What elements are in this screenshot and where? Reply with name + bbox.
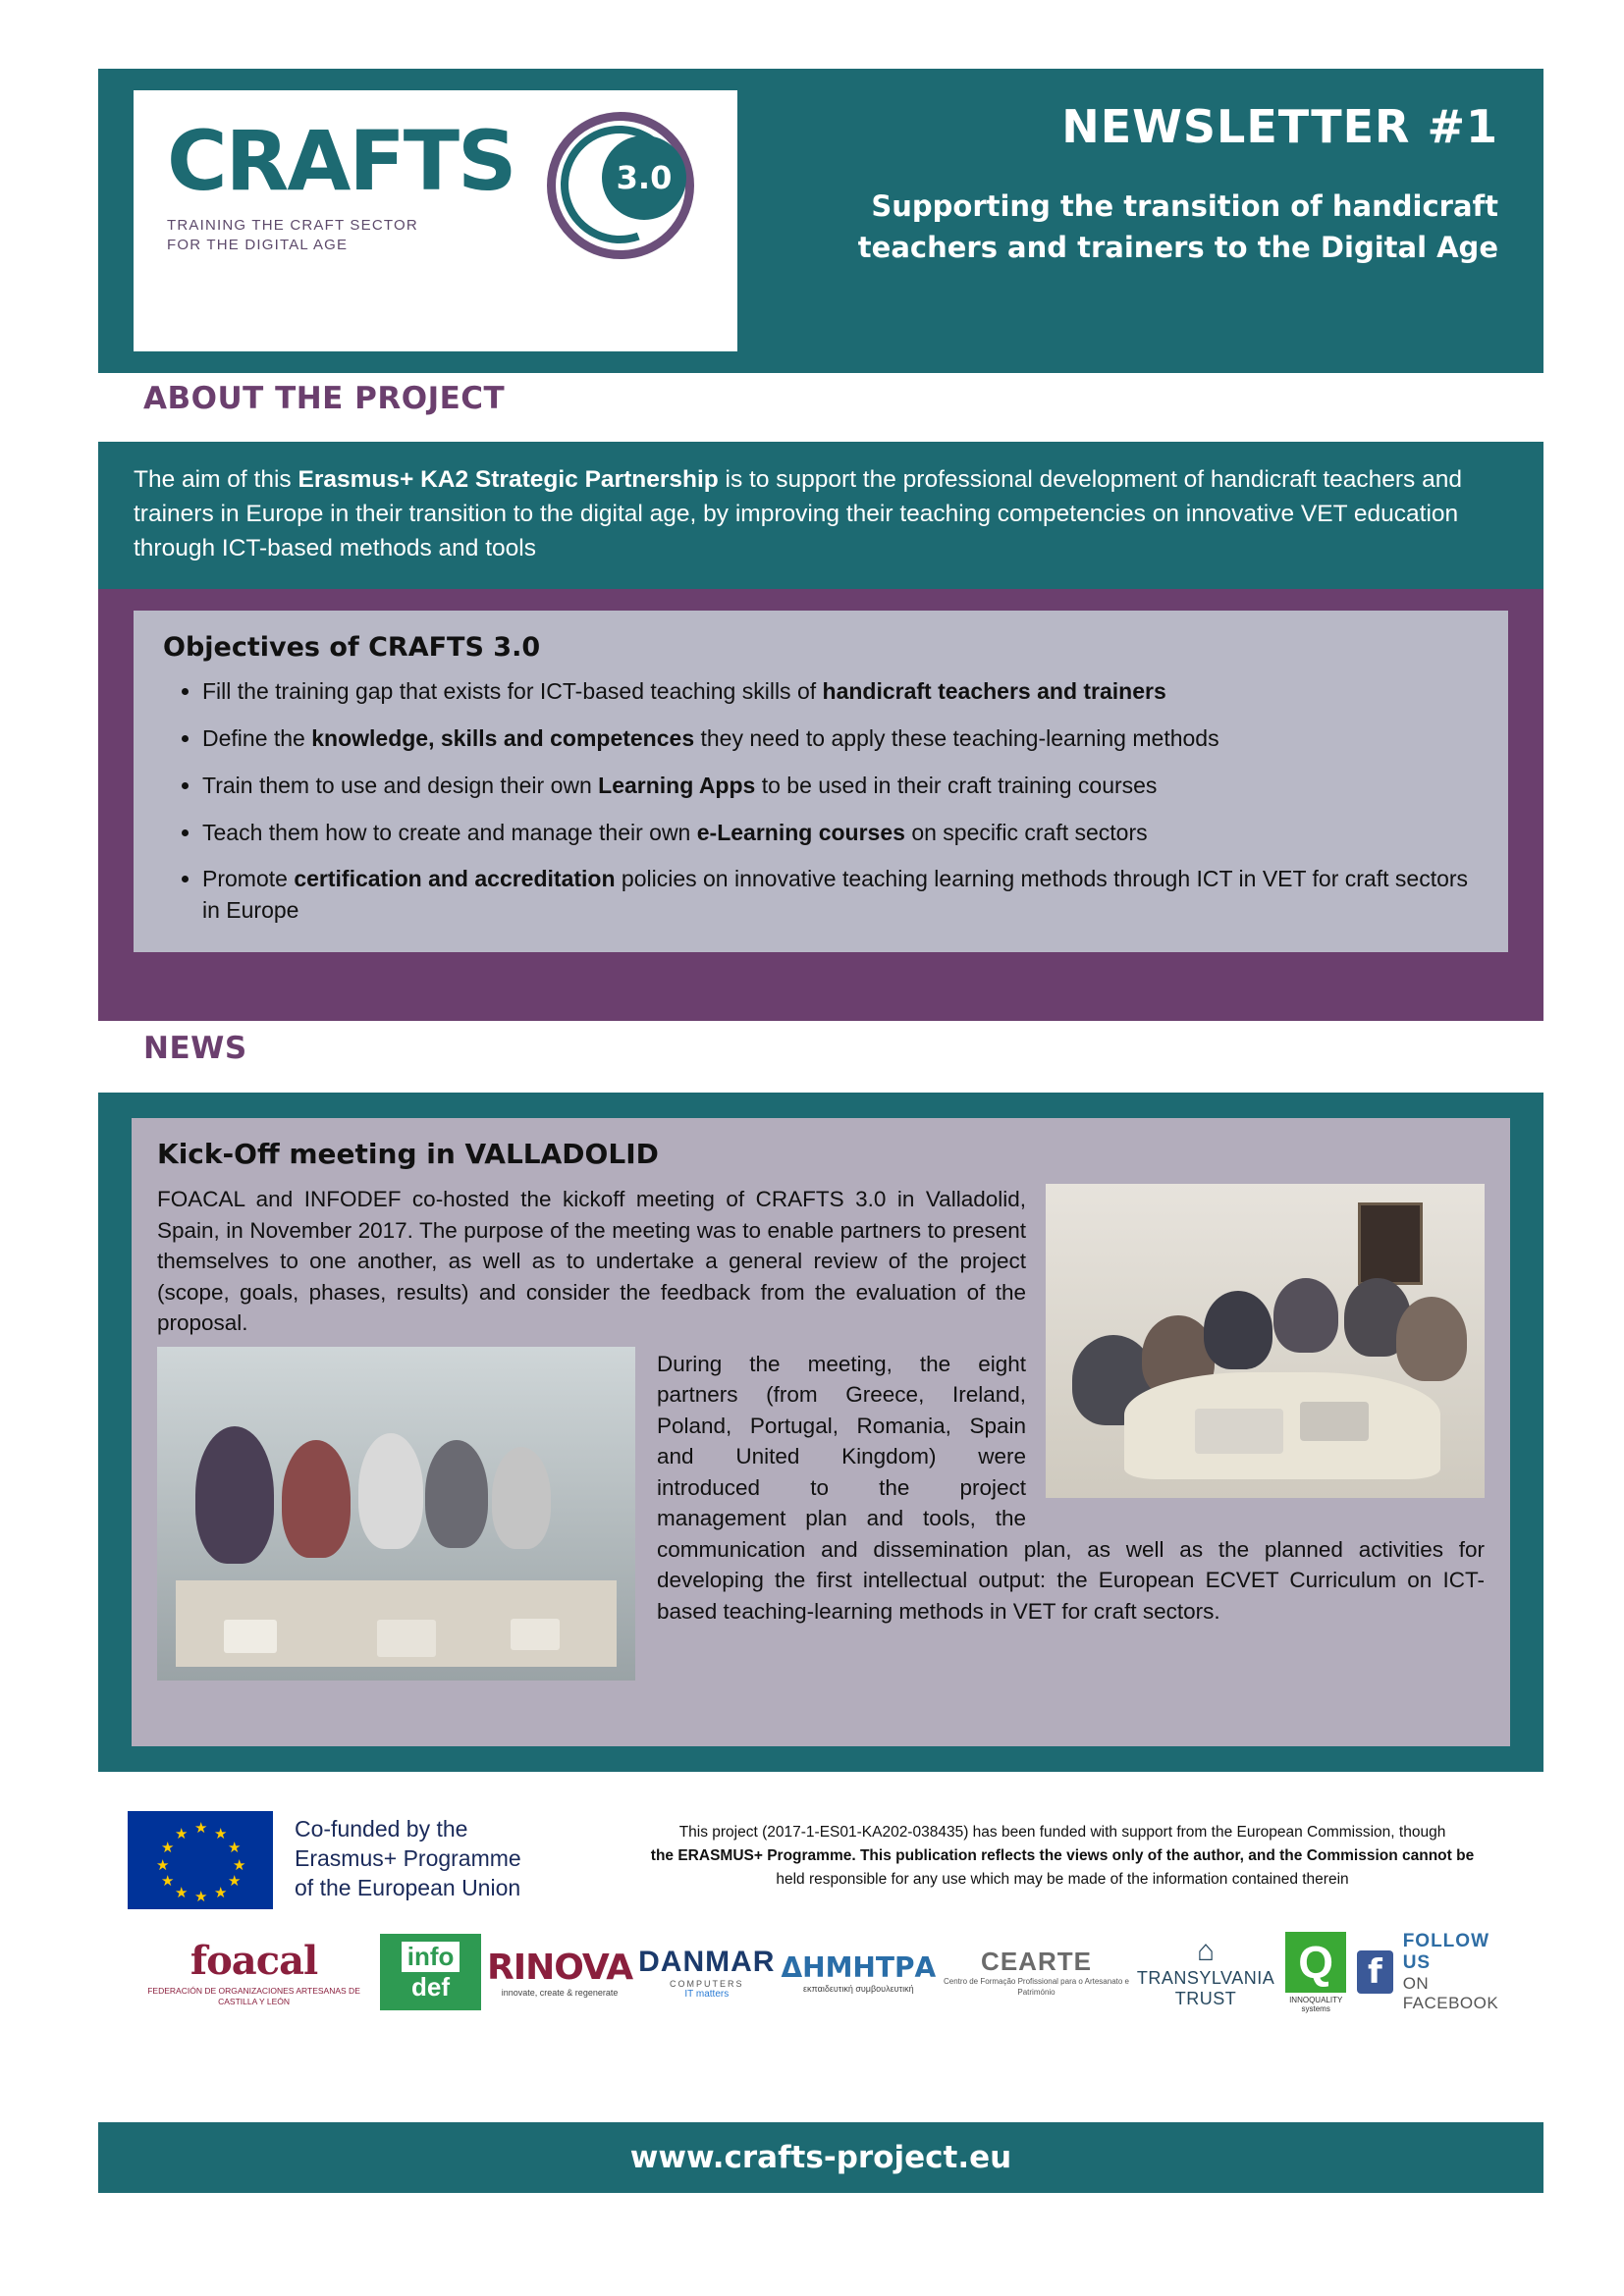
objectives-list [163,676,1479,926]
logo-tagline-line2: FOR THE DIGITAL AGE [167,237,349,254]
about-intro-paragraph [98,442,1543,589]
news-title: Kick-Off meeting in VALLADOLID [157,1138,659,1170]
about-intro-part2: is to support the professional development of handicraft teachers and trainers in Europe in their transition to the digital age, by improving their teaching competencies on innovative VET education through ICT-based methods and tools [134,466,1462,561]
objective-pre: Train them to use and design their own [202,772,599,798]
list-item [202,771,1479,802]
dimitra-wordmark: ΔΗΜΗΤΡΑ [781,1950,937,1984]
disclaimer-text [611,1811,1514,1892]
eu-funding-line1: Co-funded by the [295,1816,468,1842]
list-item [202,818,1479,849]
objective-bold: e-Learning courses [696,819,905,845]
facebook-follow-block[interactable] [1357,1931,1508,2013]
objective-post: to be used in their craft training courses [755,772,1158,798]
partner-logo-infodef [380,1934,481,2010]
meeting-room-photo [1046,1184,1485,1498]
logo-tagline-line1: TRAINING THE CRAFT SECTOR [167,217,418,234]
infodef-part-a: info [402,1942,460,1972]
foacal-subtitle: FEDERACIÓN DE ORGANIZACIONES ARTESANAS DE CASTILLA Y LEÓN [147,1985,360,2006]
eu-funding-row [98,1801,1543,1909]
objectives-title: Objectives of CRAFTS 3.0 [163,632,541,664]
objective-bold: certification and accreditation [294,866,616,892]
cearte-wordmark: CEARTE [981,1947,1092,1977]
transylvania-building-icon: ⌂ [1196,1935,1216,1967]
foacal-wordmark: foacal [189,1937,318,1984]
list-item [202,864,1479,926]
news-section [98,1093,1543,1772]
eu-flag-icon: ★ ★ ★ ★ ★ ★ ★ ★ ★ ★ ★ ★ [128,1811,273,1909]
objective-pre: Define the [202,725,312,752]
news-heading-text: NEWS [143,1031,247,1066]
objective-pre: Promote [202,866,295,892]
facebook-line1: FOLLOW US [1402,1931,1489,1973]
danmar-subtitle: COMPUTERS [670,1978,744,1989]
objective-bold: handicraft teachers and trainers [822,678,1166,705]
disclaimer-line3: held responsible for any use which may be made of the information contained therein [776,1871,1349,1889]
facebook-line2: ON FACEBOOK [1402,1974,1499,2012]
footer [98,1801,1543,2013]
logo-wordmark: CRAFTS [167,113,515,209]
about-section-heading [98,381,1543,416]
eu-funding-text [295,1811,589,1903]
header-banner [98,69,1543,373]
objective-post: on specific craft sectors [904,819,1148,845]
rinova-wordmark: RINOVA [486,1947,633,1988]
disclaimer-line2: the ERASMUS+ Programme. This publication reflects the views only of the author, and the Commission cannot be [650,1847,1475,1865]
danmar-wordmark: DANMAR [638,1945,776,1978]
objective-bold: knowledge, skills and competences [311,725,695,752]
about-the-project-section [98,442,1543,1021]
news-paragraph-1: FOACAL and INFODEF co-hosted the kickoff meeting of CRAFTS 3.0 in Valladolid, Spain, in November 2017. The purpose of the meeting was to enable partners to present themselves to one another, as well as to undertake a general review of the project (scope, goals, phases, results) and consider the feedback from the evaluation of the proposal. [157,1187,1026,1335]
header-text-block [737,69,1543,373]
about-intro-bold: Erasmus+ KA2 Strategic Partnership [298,466,719,493]
objectives-box [134,611,1508,951]
transylvania-line2: TRUST [1174,1989,1237,2008]
objective-post: policies on innovative teaching learning methods through ICT in VET for craft sectors in Europe [202,866,1469,924]
news-card [132,1118,1510,1746]
list-item [202,676,1479,708]
partner-logo-danmar [638,1946,775,2000]
dimitra-subtitle: εκπαιδευτική συμβουλευτική [803,1983,914,1994]
news-section-heading [98,1031,1543,1066]
about-heading-text: ABOUT THE PROJECT [143,381,506,416]
about-intro-part1: The aim of this [134,466,298,493]
workshop-visit-photo [157,1347,635,1681]
partner-logo-transylvania-trust [1137,1935,1274,2009]
objective-post: they need to apply these teaching-learning methods [694,725,1219,752]
partner-logo-innoquality [1280,1932,1351,2013]
transylvania-line1: TRANSYLVANIA [1136,1968,1275,1988]
logo-version-badge: 3.0 [602,135,686,220]
newsletter-title: NEWSLETTER #1 [1061,100,1498,153]
objective-pre: Fill the training gap that exists for ICT-based teaching skills of [202,678,823,705]
eu-funding-line2: Erasmus+ Programme [295,1844,521,1871]
innoquality-q-icon: Q [1285,1932,1346,1993]
rinova-subtitle: innovate, create & regenerate [501,1987,619,1998]
partner-logo-dimitra [781,1951,936,1994]
objective-bold: Learning Apps [598,772,756,798]
eu-funding-line3: of the European Union [295,1874,521,1900]
partner-logo-foacal [134,1938,374,2006]
news-paragraph-2: During the meeting, the eight partners (from Greece, Ireland, Poland, Portugal, Romania, Spain and United Kingdom) were introduced to the project management plan and tools, the communication and dissemination plan, as well as the planned activities for developing the first intellectual output: the European ECVET Curriculum on ICT-based teaching-learning methods in VET for craft sectors. [657,1351,1485,1624]
danmar-slogan: IT matters [684,1988,730,2000]
infodef-part-b: def [411,1972,451,2002]
disclaimer-line1: This project (2017-1-ES01-KA202-038435) has been funded with support from the European Commission, though [678,1824,1446,1841]
website-url[interactable]: www.crafts-project.eu [629,2140,1012,2175]
objective-pre: Teach them how to create and manage their own [202,819,697,845]
website-url-band[interactable] [98,2122,1543,2193]
facebook-icon[interactable]: f [1357,1950,1393,1994]
crafts-logo [134,90,737,351]
cearte-subtitle: Centro de Formação Profissional para o Artesanato e Património [944,1977,1129,1997]
newsletter-tagline: Supporting the transition of handicraft teachers and trainers to the Digital Age [857,188,1498,264]
partner-logo-cearte [942,1947,1131,1998]
list-item [202,723,1479,755]
innoquality-subtitle: INNOQUALITY systems [1289,1995,1343,2013]
partner-logos-row [98,1909,1543,2013]
partner-logo-rinova [487,1948,632,1998]
